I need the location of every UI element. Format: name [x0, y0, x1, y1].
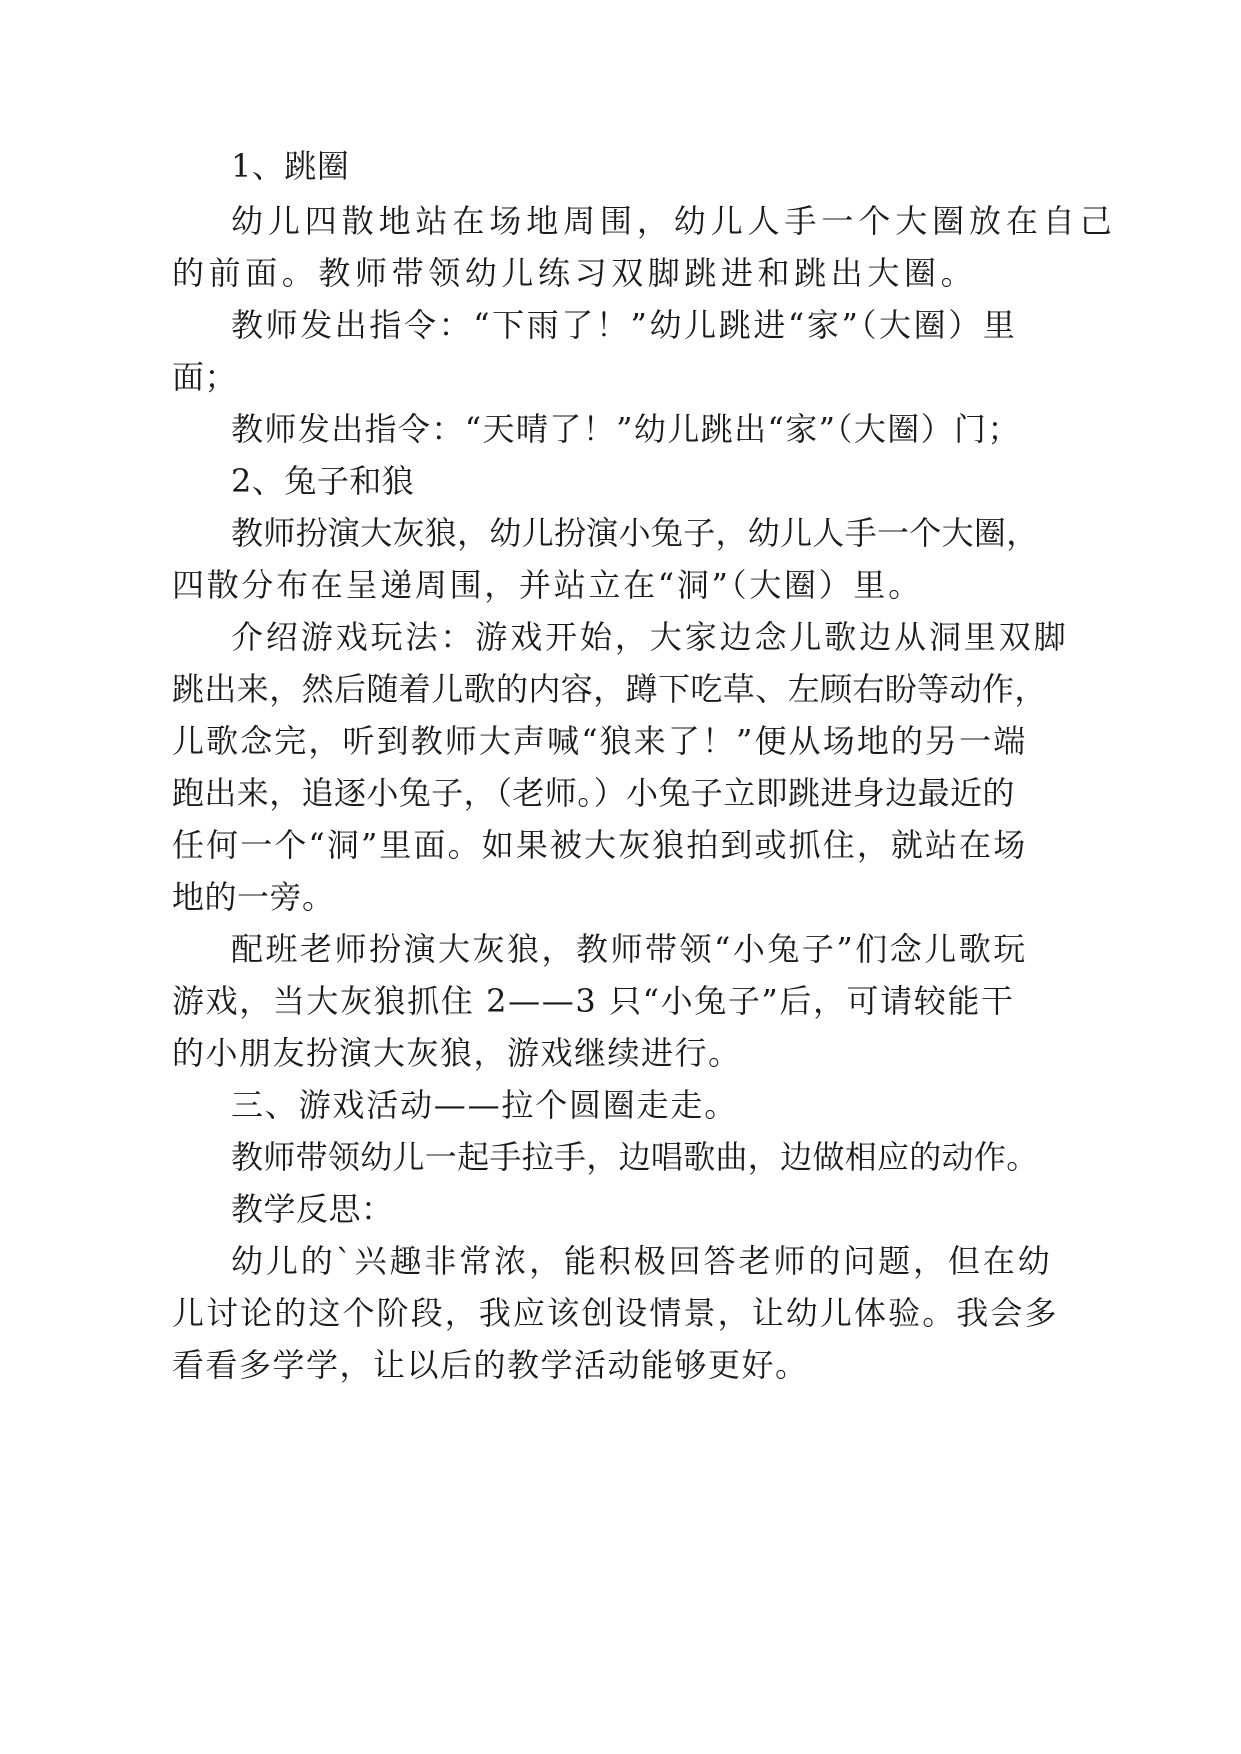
paragraph-line: 儿歌念完，听到教师大声喊“狼来了！”便从场地的另一端	[172, 722, 1028, 760]
paragraph-line: 任何一个“洞”里面。如果被大灰狼拍到或抓住，就站在场	[172, 826, 1028, 864]
paragraph-line: 教师发出指令：“天晴了！”幼儿跳出“家”（大圈）门；	[231, 410, 1021, 448]
paragraph-line: 教师带领幼儿一起手拉手，边唱歌曲，边做相应的动作。	[231, 1138, 1039, 1176]
paragraph-line: 四散分布在呈递周围，并站立在“洞”（大圈）里。	[172, 566, 923, 604]
heading-teaching-reflection: 教学反思：	[231, 1190, 394, 1228]
heading-jump-circle: 1、跳圈	[231, 147, 350, 185]
paragraph-line: 儿讨论的这个阶段，我应该创设情景，让幼儿体验。我会多	[172, 1294, 1059, 1332]
heading-game-activity: 三、游戏活动——拉个圆圈走走。	[231, 1086, 739, 1124]
paragraph-line: 的小朋友扮演大灰狼，游戏继续进行。	[172, 1034, 742, 1072]
paragraph-line: 教师扮演大灰狼，幼儿扮演小兔子，幼儿人手一个大圈，	[231, 514, 1039, 552]
paragraph-line: 介绍游戏玩法：游戏开始，大家边念儿歌边从洞里双脚	[231, 618, 1069, 656]
paragraph-line: 跑出来，追逐小兔子，（老师。）小兔子立即跳进身边最近的	[172, 774, 1015, 812]
paragraph-line: 面；	[172, 358, 238, 396]
heading-rabbit-and-wolf: 2、兔子和狼	[231, 462, 415, 500]
paragraph-line: 配班老师扮演大灰狼，教师带领“小兔子”们念儿歌玩	[231, 930, 1028, 968]
paragraph-line: 幼儿的`兴趣非常浓，能积极回答老师的问题，但在幼	[231, 1242, 1053, 1280]
paragraph-line: 教师发出指令：“下雨了！”幼儿跳进“家”（大圈）里	[231, 306, 1018, 344]
paragraph-line: 的前面。教师带领幼儿练习双脚跳进和跳出大圈。	[172, 254, 978, 292]
paragraph-line: 看看多学学，让以后的教学活动能够更好。	[172, 1346, 809, 1384]
paragraph-line: 游戏，当大灰狼抓住 2——3 只“小兔子”后，可请较能干	[172, 982, 1015, 1020]
paragraph-line: 地的一旁。	[172, 878, 335, 916]
paragraph-line: 幼儿四散地站在场地周围，幼儿人手一个大圈放在自己	[231, 202, 1117, 240]
paragraph-line: 跳出来，然后随着儿歌的内容，蹲下吃草、左顾右盼等动作，	[172, 670, 1047, 708]
